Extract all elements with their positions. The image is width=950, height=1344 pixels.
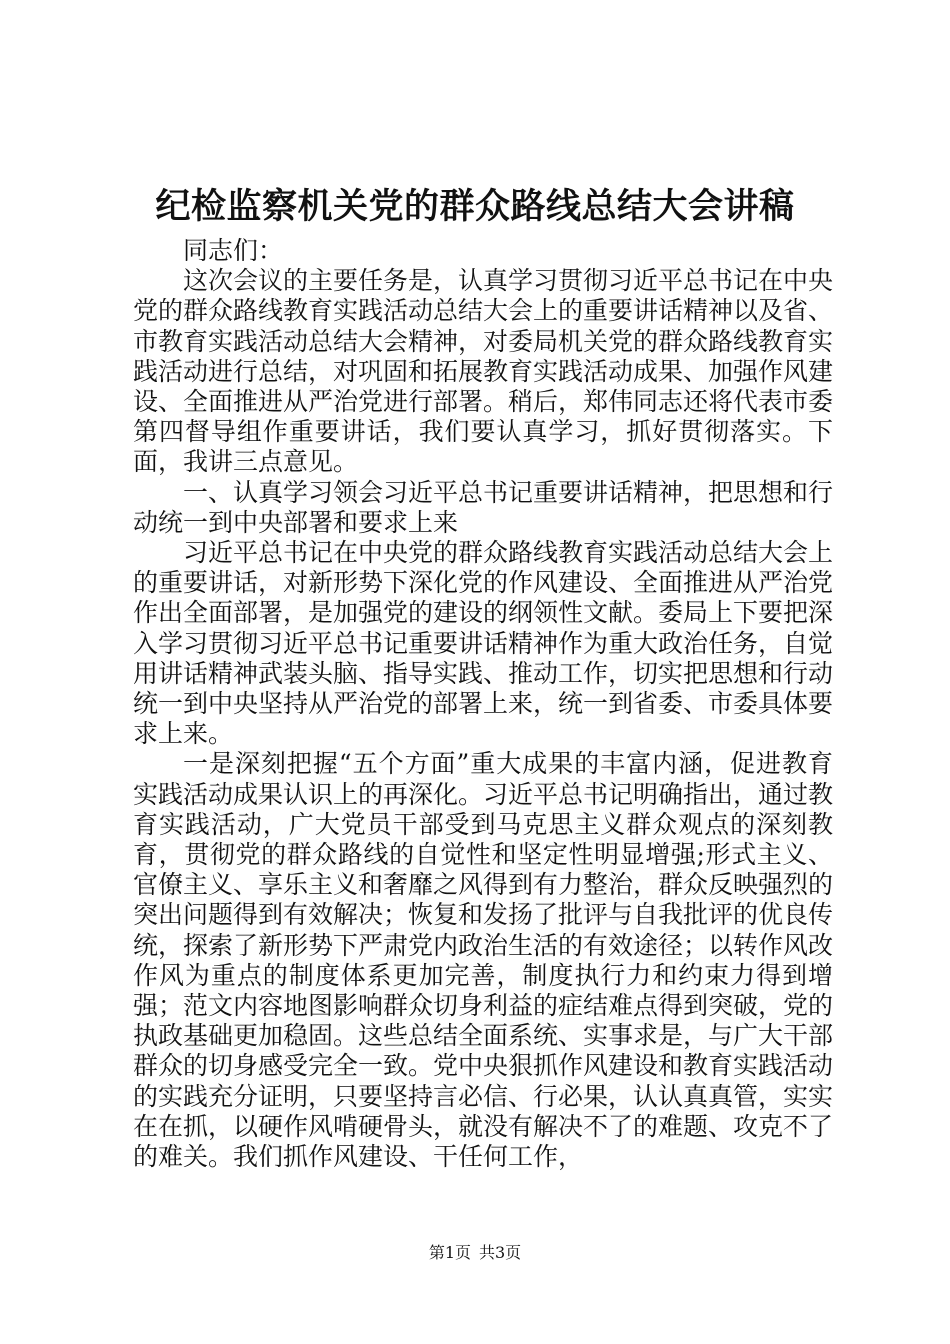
section-heading-1: 一、认真学习领会习近平总书记重要讲话精神，把思想和行动统一到中央部署和要求上来 — [133, 477, 834, 537]
page-number: 第1页 — [428, 1243, 471, 1262]
document-title: 纪检监察机关党的群众路线总结大会讲稿 — [155, 186, 795, 227]
body-paragraph: 一是深刻把握“五个方面”重大成果的丰富内涵，促进教育实践活动成果认识上的再深化。习近平总书记明确指出，通过教育实践活动，广大党员干部受到马克思主义群众观点的深刻教育，贯彻党的群众路线的自觉性和坚定性明显增强;形式主义、官僚主义、享乐主义和奢靡之风得到有力整治，群众反映强烈的突出问题得到有效解决；恢复和发扬了批评与自我批评的优良传统，探索了新形势下严肃党内政治生活的有效途径；以转作风改作风为重点的制度体系更加完善，制度执行力和约束力得到增强；范文内容地图影响群众切身利益的症结难点得到突破，党的执政基础更加稳固。这些总结全面系统、实事求是，与广大干部群众的切身感受完全一致。党中央狠抓作风建设和教育实践活动的实践充分证明，只要坚持言必信、行必果，认认真真管，实实在在抓，以硬作风啃硬骨头，就没有解决不了的难题、攻克不了的难关。我们抓作风建设、干任何工作， — [133, 749, 834, 1172]
body-paragraph: 习近平总书记在中央党的群众路线教育实践活动总结大会上的重要讲话，对新形势下深化党的作风建设、全面推进从严治党作出全面部署，是加强党的建设的纲领性文献。委局上下要把深入学习贯彻习近平总书记重要讲话精神作为重大政治任务，自觉用讲话精神武装头脑、指导实践、推动工作，切实把思想和行动统一到中央坚持从严治党的部署上来，统一到省委、市委具体要求上来。 — [133, 538, 834, 749]
page-footer — [0, 1243, 950, 1263]
document-body — [133, 236, 833, 1172]
salutation-paragraph: 同志们： — [183, 236, 284, 265]
intro-paragraph: 这次会议的主要任务是，认真学习贯彻习近平总书记在中央党的群众路线教育实践活动总结大会上的重要讲话精神以及省、市教育实践活动总结大会精神，对委局机关党的群众路线教育实践活动进行总结，对巩固和拓展教育实践活动成果、加强作风建设、全面推进从严治党进行部署。稍后，郑伟同志还将代表市委第四督导组作重要讲话，我们要认真学习，抓好贯彻落实。下面，我讲三点意见。 — [133, 266, 834, 477]
page-total: 共3页 — [479, 1243, 522, 1262]
